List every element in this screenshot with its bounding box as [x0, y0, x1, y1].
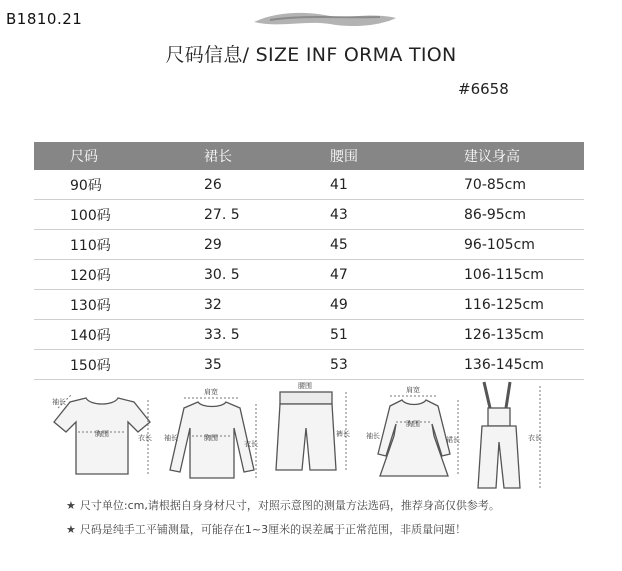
shorts-icon	[276, 404, 336, 470]
cell-waist: 47	[330, 260, 464, 290]
overalls-length-label: 衣长	[528, 434, 542, 442]
cell-skirt-length: 33. 5	[204, 320, 330, 350]
overalls-icon	[478, 426, 520, 488]
measurement-diagrams	[44, 378, 584, 490]
cell-waist: 45	[330, 230, 464, 260]
note-item	[66, 496, 500, 520]
cell-skirt-length: 30. 5	[204, 260, 330, 290]
cell-size: 110码	[34, 230, 204, 260]
product-code: B1810.21	[6, 10, 83, 28]
tshirt-sleeve-label: 袖长	[52, 398, 66, 406]
overalls-diagram	[470, 378, 570, 490]
cell-waist: 41	[330, 170, 464, 200]
table-row	[34, 350, 584, 380]
table-row	[34, 170, 584, 200]
dress-length-label: 裙长	[446, 436, 460, 444]
dress-diagram	[364, 378, 464, 490]
shorts-waist-label: 腰围	[298, 382, 312, 390]
table-row	[34, 230, 584, 260]
table-row	[34, 200, 584, 230]
note-item	[66, 520, 500, 544]
longsleeve-shoulder-label: 肩宽	[204, 388, 218, 396]
dress-sleeve-label: 袖长	[366, 432, 380, 440]
cell-skirt-length: 29	[204, 230, 330, 260]
cell-size: 130码	[34, 290, 204, 320]
cell-waist: 51	[330, 320, 464, 350]
cell-height: 106-115cm	[464, 260, 584, 290]
table-row	[34, 290, 584, 320]
shorts-length-label: 裤长	[336, 430, 350, 438]
cell-size: 90码	[34, 170, 204, 200]
dress-icon	[378, 400, 450, 476]
longsleeve-sleeve-label: 袖长	[164, 434, 178, 442]
header-skirt-length: 裙长	[204, 142, 330, 170]
cell-waist: 49	[330, 290, 464, 320]
cell-size: 120码	[34, 260, 204, 290]
size-table	[34, 142, 584, 380]
cell-height: 86-95cm	[464, 200, 584, 230]
header-size: 尺码	[34, 142, 204, 170]
dress-chest-label: 胸围	[406, 420, 420, 428]
tshirt-length-label: 衣长	[138, 434, 152, 442]
longsleeve-diagram	[164, 378, 260, 490]
cell-height: 116-125cm	[464, 290, 584, 320]
tshirt-diagram	[50, 378, 154, 490]
table-row	[34, 260, 584, 290]
cell-size: 100码	[34, 200, 204, 230]
tshirt-chest-label: 胸围	[95, 430, 109, 438]
cell-waist: 43	[330, 200, 464, 230]
cell-height: 136-145cm	[464, 350, 584, 380]
cell-height: 126-135cm	[464, 320, 584, 350]
cell-skirt-length: 35	[204, 350, 330, 380]
style-number: #6658	[458, 80, 509, 98]
note-text: 尺寸单位:cm,请根据自身身材尺寸，对照示意图的测量方法选码，推荐身高仅供参考。	[79, 499, 500, 512]
dress-shoulder-label: 肩宽	[406, 386, 420, 394]
star-icon: ★	[66, 499, 76, 512]
cell-size: 140码	[34, 320, 204, 350]
table-row	[34, 320, 584, 350]
header-waist: 腰围	[330, 142, 464, 170]
table-header-row	[34, 142, 584, 170]
longsleeve-chest-label: 胸围	[204, 434, 218, 442]
page-title: 尺码信息/ SIZE INF ORMA TION	[165, 44, 457, 66]
cell-height: 96-105cm	[464, 230, 584, 260]
cell-skirt-length: 32	[204, 290, 330, 320]
star-icon: ★	[66, 523, 76, 536]
cell-skirt-length: 26	[204, 170, 330, 200]
note-text: 尺码是纯手工平铺测量，可能存在1~3厘米的误差属于正常范围，非质量问题！	[79, 523, 467, 536]
cell-skirt-length: 27. 5	[204, 200, 330, 230]
header-height: 建议身高	[464, 142, 584, 170]
cell-height: 70-85cm	[464, 170, 584, 200]
brush-stroke-decoration	[250, 6, 400, 32]
cell-waist: 53	[330, 350, 464, 380]
longsleeve-length-label: 衣长	[244, 440, 258, 448]
shorts-diagram	[270, 378, 354, 490]
notes	[66, 496, 500, 544]
cell-size: 150码	[34, 350, 204, 380]
